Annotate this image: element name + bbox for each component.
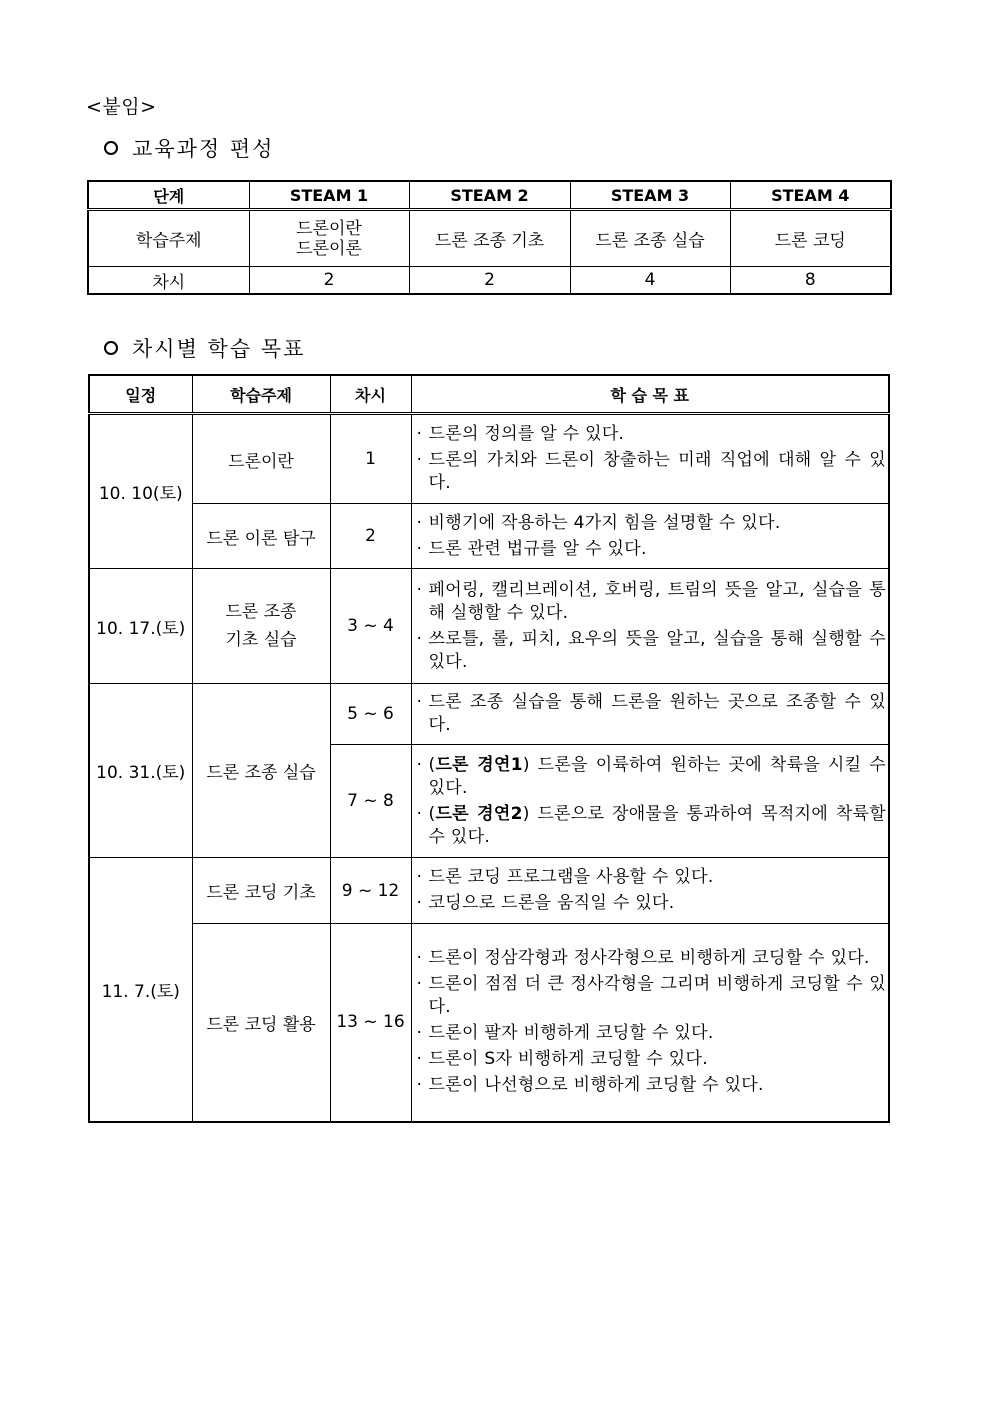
topic-cell: 드론 코딩 활용 (192, 924, 330, 1122)
objective-item: · 드론이 정삼각형과 정사각형으로 비행하게 코딩할 수 있다. (415, 947, 887, 970)
objective-item: · 페어링, 캘리브레이션, 호버링, 트림의 뜻을 알고, 실습을 통해 실행할 수 있다. (415, 579, 887, 625)
paren-open: ( (428, 754, 436, 775)
session-cell-steam4: 8 (730, 267, 891, 295)
topic-cell (192, 569, 330, 684)
objective-item: · 드론 관련 법규를 알 수 있다. (415, 538, 887, 561)
topic-cell: 드론 조종 실습 (192, 684, 330, 858)
objective-item (415, 803, 887, 849)
date-cell: 11. 7.(토) (89, 858, 192, 1122)
date-cell: 10. 31.(토) (89, 684, 192, 858)
header-steam1: STEAM 1 (249, 181, 409, 210)
session-cell: 7 ~ 8 (330, 745, 411, 858)
topic-cell-steam3: 드론 조종 실습 (570, 210, 730, 267)
topic-line: 기초 실습 (225, 630, 297, 650)
objective-cell (411, 858, 889, 924)
contest-label: 드론 경연1 (435, 754, 523, 775)
session-cell: 1 (330, 414, 411, 504)
objective-cell (411, 569, 889, 684)
objectives-table (88, 374, 890, 1123)
topic-cell-steam1 (249, 210, 409, 267)
header-steam2: STEAM 2 (409, 181, 570, 210)
curriculum-header-row (88, 181, 891, 210)
objective-item: · 드론이 점점 더 큰 정사각형을 그리며 비행하게 코딩할 수 있다. (415, 973, 887, 1019)
topic-cell: 드론 코딩 기초 (192, 858, 330, 924)
table-row (89, 569, 889, 684)
objective-cell (411, 414, 889, 504)
objective-item: · 쓰로틀, 롤, 피치, 요우의 뜻을 알고, 실습을 통해 실행할 수 있다. (415, 628, 887, 674)
header-session: 차시 (330, 375, 411, 414)
table-row (89, 924, 889, 1122)
curriculum-session-row (88, 267, 891, 295)
header-stage: 단계 (88, 181, 249, 210)
session-cell-steam1: 2 (249, 267, 409, 295)
table-row (89, 504, 889, 569)
topic-line: 드론이론 (296, 238, 362, 259)
topic-cell-steam2: 드론 조종 기초 (409, 210, 570, 267)
session-cell: 13 ~ 16 (330, 924, 411, 1122)
table-row (89, 414, 889, 504)
objective-cell (411, 924, 889, 1122)
session-row-label: 차시 (88, 267, 249, 295)
date-cell: 10. 17.(토) (89, 569, 192, 684)
session-cell-steam2: 2 (409, 267, 570, 295)
objective-cell (411, 745, 889, 858)
topic-line: 드론 조종 (225, 602, 297, 622)
header-objectives: 학 습 목 표 (411, 375, 889, 414)
table-row (89, 858, 889, 924)
topic-cell: 드론이란 (192, 414, 330, 504)
header-steam4: STEAM 4 (730, 181, 891, 210)
curriculum-heading (104, 133, 274, 163)
objective-item: · 드론의 정의를 알 수 있다. (415, 423, 887, 446)
objective-item: · 드론 조종 실습을 통해 드론을 원하는 곳으로 조종할 수 있다. (415, 691, 887, 737)
header-steam3: STEAM 3 (570, 181, 730, 210)
curriculum-table (87, 180, 892, 295)
session-cell: 5 ~ 6 (330, 684, 411, 745)
objectives-heading-text: 차시별 학습 목표 (132, 337, 306, 361)
attachment-label: <붙임> (86, 96, 157, 118)
topic-line: 드론이란 (296, 218, 362, 239)
header-topic: 학습주제 (192, 375, 330, 414)
objective-text: ) 드론으로 장애물을 통과하여 목적지에 착륙할 수 있다. (428, 803, 886, 847)
objective-cell (411, 504, 889, 569)
contest-label: 드론 경연2 (435, 803, 523, 824)
topic-cell: 드론 이론 탐구 (192, 504, 330, 569)
topic-row-label: 학습주제 (88, 210, 249, 267)
objective-item: · 드론 코딩 프로그램을 사용할 수 있다. (415, 866, 887, 889)
objective-item: · 드론이 팔자 비행하게 코딩할 수 있다. (415, 1022, 887, 1045)
objective-item: · 비행기에 작용하는 4가지 힘을 설명할 수 있다. (415, 512, 887, 535)
objective-item: · 코딩으로 드론을 움직일 수 있다. (415, 892, 887, 915)
circle-bullet-icon (104, 341, 118, 355)
session-cell-steam3: 4 (570, 267, 730, 295)
curriculum-topic-row (88, 210, 891, 267)
curriculum-heading-text: 교육과정 편성 (132, 137, 275, 161)
session-cell: 9 ~ 12 (330, 858, 411, 924)
session-cell: 2 (330, 504, 411, 569)
paren-open: ( (428, 803, 436, 824)
objective-cell (411, 684, 889, 745)
date-cell: 10. 10(토) (89, 414, 192, 569)
objectives-heading (104, 333, 305, 363)
circle-bullet-icon (104, 141, 118, 155)
topic-cell-steam4: 드론 코딩 (730, 210, 891, 267)
objective-item: · 드론이 나선형으로 비행하게 코딩할 수 있다. (415, 1074, 887, 1097)
objective-item: · 드론의 가치와 드론이 창출하는 미래 직업에 대해 알 수 있다. (415, 449, 887, 495)
objectives-header-row (89, 375, 889, 414)
session-cell: 3 ~ 4 (330, 569, 411, 684)
table-row (89, 684, 889, 745)
objective-item (415, 754, 887, 800)
objective-item: · 드론이 S자 비행하게 코딩할 수 있다. (415, 1048, 887, 1071)
objective-text: ) 드론을 이륙하여 원하는 곳에 착륙을 시킬 수 있다. (428, 754, 886, 798)
header-schedule: 일정 (89, 375, 192, 414)
